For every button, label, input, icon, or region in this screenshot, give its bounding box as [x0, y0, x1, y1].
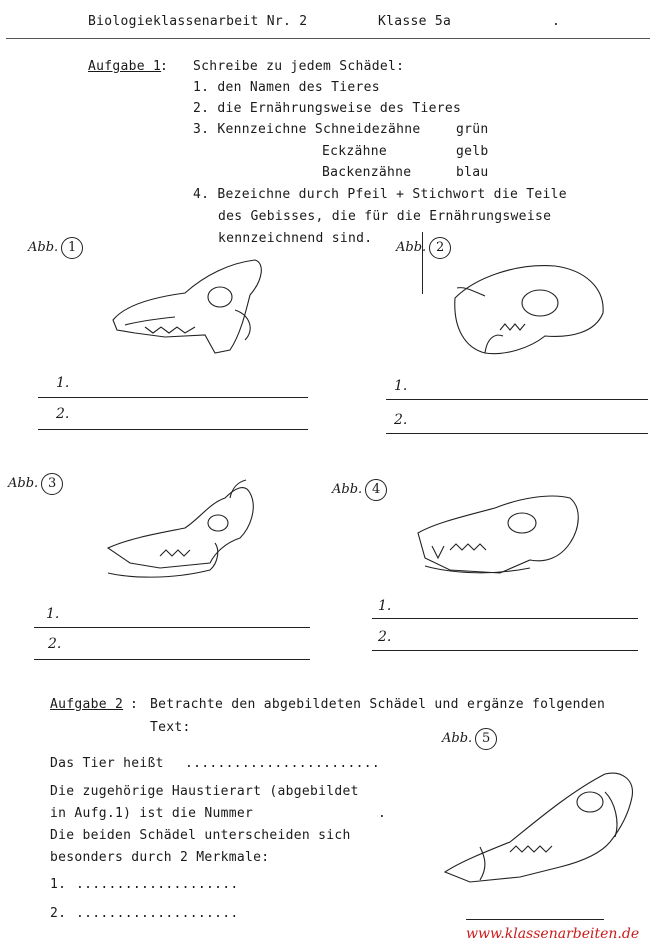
- skull-figure-4-dog: [410, 488, 585, 583]
- figure-4-line-2-label: 2.: [378, 629, 392, 645]
- task1-label: Aufgabe 1: [88, 59, 162, 74]
- header-mark: .: [552, 14, 561, 29]
- figure-5-label: Abb. 5: [442, 728, 497, 750]
- exam-title: Biologieklassenarbeit Nr. 2: [88, 14, 308, 29]
- figure-3-line-2-label: 2.: [48, 636, 62, 652]
- figure-3-number: 3: [41, 473, 63, 495]
- figure-1-number: 1: [61, 237, 83, 259]
- figure-5-number: 5: [475, 728, 497, 750]
- footer-url[interactable]: www.klassenarbeiten.de: [466, 926, 640, 942]
- figure-1-line-1-label: 1.: [56, 375, 70, 391]
- tooth-color-3: blau: [456, 165, 489, 180]
- figure-1-answer-line-1: [38, 397, 308, 398]
- task2-blank-1: ....................: [76, 877, 239, 892]
- class-label: Klasse 5a: [378, 14, 452, 29]
- task1-item-3: 3. Kennzeichne Schneidezähne: [193, 122, 421, 137]
- figure-3-answer-line-1: [34, 627, 310, 628]
- task2-intro: Betrachte den abgebildeten Schädel und ergänze folgenden: [150, 697, 606, 712]
- figure-4-answer-line-2: [372, 650, 638, 651]
- tooth-name-3: Backenzähne: [322, 165, 412, 180]
- figure-1-answer-line-2: [38, 429, 308, 430]
- task2-line-4: Die beiden Schädel unterscheiden sich: [50, 828, 351, 843]
- task2-blank-1-label: 1.: [50, 877, 67, 892]
- skull-figure-5-wild-boar: [440, 762, 640, 892]
- tooth-color-1: grün: [456, 122, 489, 137]
- figure-1-line-2-label: 2.: [56, 406, 70, 422]
- figure-4-number: 4: [365, 479, 387, 501]
- task2-colon: :: [130, 697, 139, 712]
- task1-item-4: 4. Bezeichne durch Pfeil + Stichwort die Teile: [193, 187, 567, 202]
- tooth-name-2: Eckzähne: [322, 144, 388, 159]
- task2-line-2: Die zugehörige Haustierart (abgebildet: [50, 784, 359, 799]
- task2-line-3: in Aufg.1) ist die Nummer: [50, 806, 254, 821]
- figure-2-label: Abb. 2: [396, 237, 451, 259]
- task2-blank-2-label: 2.: [50, 906, 67, 921]
- skull-figure-2-rabbit: [445, 258, 610, 368]
- figure-2-number: 2: [429, 237, 451, 259]
- task2-line-1: Das Tier heißt: [50, 756, 164, 771]
- tooth-color-2: gelb: [456, 144, 489, 159]
- figure-1-label: Abb. 1: [28, 237, 83, 259]
- figure-3-answer-line-2: [34, 659, 310, 660]
- task2-intro-2: Text:: [150, 720, 191, 735]
- task1-item-2: 2. die Ernährungsweise des Tieres: [193, 101, 462, 116]
- task2-blank-number: .: [378, 806, 387, 821]
- figure-2-answer-line-2: [386, 433, 648, 434]
- task2-blank-animal: ........................: [185, 756, 381, 771]
- figure-5-underline: [466, 919, 604, 920]
- task2-blank-2: ....................: [76, 906, 239, 921]
- task2-line-5: besonders durch 2 Merkmale:: [50, 850, 270, 865]
- task1-item-4c: kennzeichnend sind.: [218, 231, 373, 246]
- skull-figure-3-cow: [100, 478, 265, 593]
- figure-2-answer-line-1: [386, 399, 648, 400]
- task2-label: Aufgabe 2: [50, 697, 124, 712]
- figure-3-label: Abb. 3: [8, 473, 63, 495]
- figure-2-line-2-label: 2.: [394, 412, 408, 428]
- header-rule: [6, 38, 650, 39]
- figure-4-answer-line-1: [372, 618, 638, 619]
- task1-item-1: 1. den Namen des Tieres: [193, 80, 380, 95]
- figure-2-line-1-label: 1.: [394, 378, 408, 394]
- task1-item-4b: des Gebisses, die für die Ernährungsweise: [218, 209, 552, 224]
- task1-intro: Schreibe zu jedem Schädel:: [193, 59, 405, 74]
- figure-4-label: Abb. 4: [332, 479, 387, 501]
- skull-figure-1-pig: [105, 255, 290, 370]
- task1-colon: :: [160, 59, 169, 74]
- figure-3-line-1-label: 1.: [46, 606, 60, 622]
- figure-4-line-1-label: 1.: [378, 598, 392, 614]
